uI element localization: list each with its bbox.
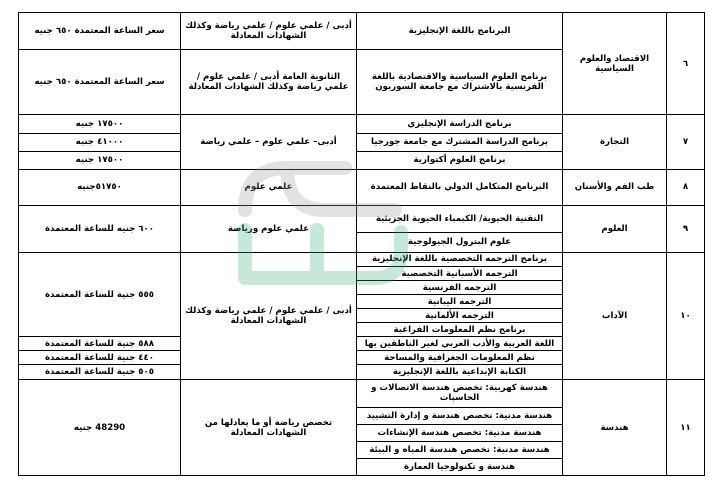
program-name: برنامج الترجمه التخصصية باللغة الإنجليزية	[357, 252, 563, 266]
program-name: هندسة مدنية: تخصص هندسة الإنشاءات	[357, 424, 563, 441]
faculty-name: الآداب	[563, 252, 667, 379]
fee-value: ١٧٥٠٠ جنيه	[19, 151, 181, 169]
program-name: البرنامج باللغة الإنجليزية	[357, 13, 563, 50]
program-name: الترجمه الفرنسية	[357, 281, 563, 295]
fee-value: ٤١٠٠٠ جنيه	[19, 133, 181, 151]
admission-track: علمي علوم	[181, 169, 357, 205]
program-name: الكتابة الإبداعية باللغة الإنجليزية	[357, 365, 563, 380]
admission-track: أدبى / علمي علوم / علمي رياضة وكذلك الشهادات المعادلة	[181, 13, 357, 50]
fee-value: ٤٤٠ جنية للساعة المعتمدة	[19, 351, 181, 365]
faculty-fees-table	[18, 12, 705, 476]
table-row	[19, 169, 705, 205]
program-name: هندسة مدنية: تخصص هندسة و إدارة التشييد	[357, 407, 563, 424]
faculty-name: هندسة	[563, 380, 667, 476]
admission-track: علمي علوم ورياضة	[181, 205, 357, 252]
faculty-name: طب الفم والأسنان	[563, 169, 667, 205]
faculty-name: التجارة	[563, 115, 667, 169]
program-name: التقنية الحيوية/ الكيمياء الحيوية الجزيئية	[357, 205, 563, 232]
table-row	[19, 115, 705, 133]
admission-track: الثانوية العامة أدبى / علمي علوم / علمي رياضة وكذلك الشهادات المعادلة	[181, 50, 357, 115]
program-name: اللغة العربية والأدب العربي لغير الناطقين بها	[357, 337, 563, 351]
program-name: الترجمه الألمانية	[357, 309, 563, 323]
admission-track: تخصص رياضة أو ما يعادلها من الشهادات المعادلة	[181, 380, 357, 476]
table-row	[19, 380, 705, 407]
program-name: برنامج نظم المعلومات الفراغية	[357, 323, 563, 337]
admission-track: أدبى / علمي علوم / علمي رياضة وكذلك الشهادات المعادلة	[181, 252, 357, 379]
program-name: الترجمه الأسبانية التخصصية	[357, 267, 563, 281]
program-name: برنامج العلوم أكتوارية	[357, 151, 563, 169]
row-number: ١٠	[667, 252, 705, 379]
program-name: برنامج العلوم السياسية والاقتصادية باللغة الفرنسية بالاشتراك مع جامعة السوربون	[357, 50, 563, 115]
fee-value: ٥٥٥ جنية للساعة المعتمدة	[19, 252, 181, 336]
row-number: ٩	[667, 205, 705, 252]
row-number: ٧	[667, 115, 705, 169]
fee-value: ١٧٥٠٠ جنيه	[19, 115, 181, 133]
fee-value: سعر الساعة المعتمدة ٦٥٠ جنيه	[19, 50, 181, 115]
program-name: الترجمه اليبانية	[357, 295, 563, 309]
fee-value: ٥١٧٥٠جنيه	[19, 169, 181, 205]
faculty-name: العلوم	[563, 205, 667, 252]
admission-track: أدبى– علمي علوم – علمي رياضة	[181, 115, 357, 169]
faculty-name: الاقتصاد والعلوم السياسية	[563, 13, 667, 115]
row-number: ١١	[667, 380, 705, 476]
program-name: البرنامج المتكامل الدولي بالنقاط المعتمدة	[357, 169, 563, 205]
fee-value: 48290 جنيه	[19, 380, 181, 476]
fee-value: ٥٠٥ جنية للساعة المعتمدة	[19, 365, 181, 380]
row-number: ٨	[667, 169, 705, 205]
program-name: برنامج الدراسة الإنجليزي	[357, 115, 563, 133]
table-row	[19, 13, 705, 50]
program-name: علوم البترول الجيولوجية	[357, 232, 563, 252]
program-name: هندسة كهربية: تخصص هندسة الاتصالات و الحاسبات	[357, 380, 563, 407]
table-row	[19, 205, 705, 232]
program-name: هندسة و تكنولوجيا العمارة	[357, 458, 563, 475]
fee-value: ٦٠٠ جنيه للساعة المعتمدة	[19, 205, 181, 252]
row-number: ٦	[667, 13, 705, 115]
program-name: هندسة مدنية: تخصص هندسة المياه و البيئة	[357, 441, 563, 458]
program-name: نظم المعلومات الجغرافية والمساحة	[357, 351, 563, 365]
fee-value: ٥٨٨ جنية للساعة المعتمدة	[19, 337, 181, 351]
table-row	[19, 252, 705, 266]
program-name: برنامج الدراسة المشترك مع جامعة جورجيا	[357, 133, 563, 151]
fee-value: سعر الساعة المعتمدة ٦٥٠ جنيه	[19, 13, 181, 50]
